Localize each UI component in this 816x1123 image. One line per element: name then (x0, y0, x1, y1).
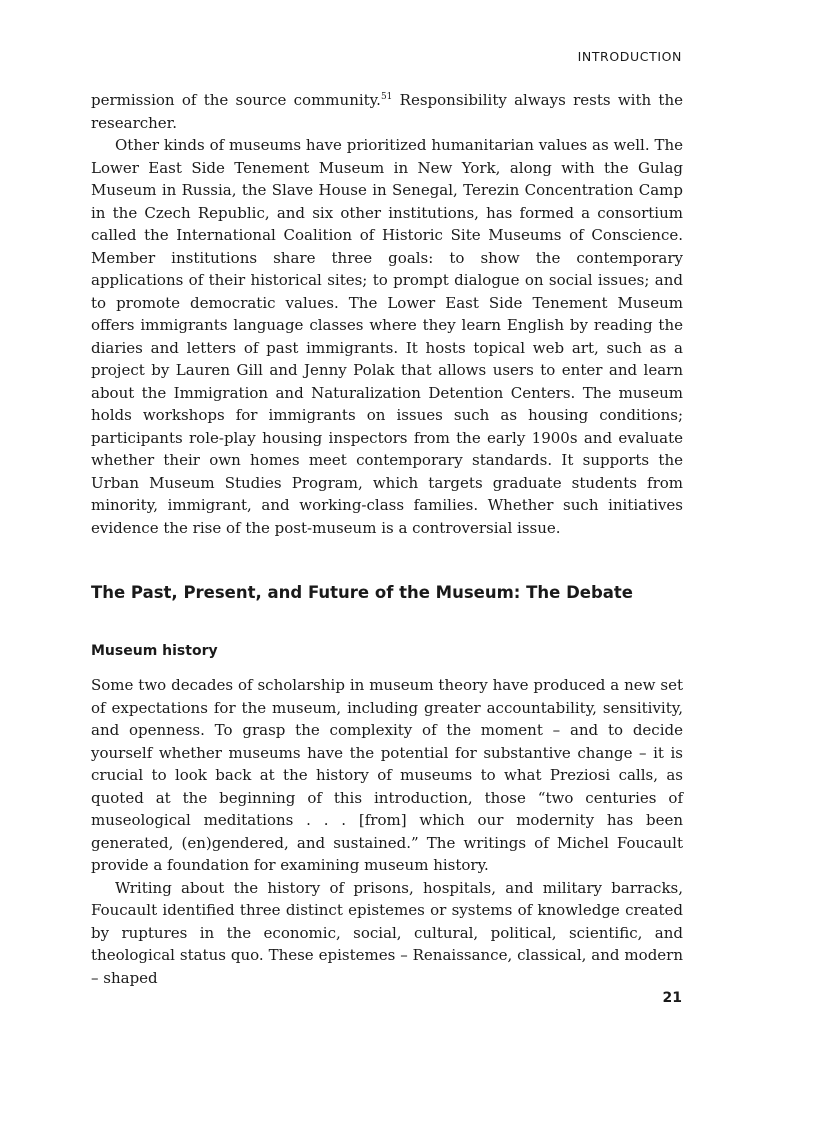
paragraph: Some two decades of scholarship in museum theory have produced a new set of expectations for the museum, including greater accountability, sensitivity, and openness. To grasp the complexity of the moment – and to decide yourself whether museums have the potential for substantive change – it is crucial to look back at the history of museums to what Preziosi calls, as quoted at the beginning of this introduction, those “two centuries of museological meditations . . . [from] which our modernity has been generated, (en)gendered, and sustained.” The writings of Michel Foucault provide a foundation for examining museum history. (91, 676, 683, 874)
paragraph: Other kinds of museums have prioritized humanitarian values as well. The Lower East Side Tenement Museum in New York, along with the Gulag Museum in Russia, the Slave House in Senegal, Terezin Concentration Camp in the Czech Republic, and six other institutions, has formed a consortium called the International Coalition of Historic Site Museums of Conscience. Member institutions share three goals: to show the contemporary applications of their historical sites; to prompt dialogue on social issues; and to promote democratic values. The Lower East Side Tenement Museum offers immigrants language classes where they learn English by reading the diaries and letters of past immigrants. It hosts topical web art, such as a project by Lauren Gill and Jenny Polak that allows users to enter and learn about the Immigration and Naturalization Detention Centers. The museum holds workshops for immigrants on issues such as housing conditions; participants role-play housing inspectors from the early 1900s and evaluate whether their own homes meet contemporary standards. It supports the Urban Museum Studies Program, which targets graduate students from minority, immigrant, and working-class families. Whether such initiatives evidence the rise of the post-museum is a controversial issue. (91, 136, 683, 537)
paragraph (91, 89, 683, 134)
body-text-block-top (91, 89, 683, 539)
section-heading: The Past, Present, and Future of the Museum: The Debate (91, 583, 633, 602)
footnote-reference[interactable]: 51 (380, 92, 393, 102)
subsection-heading: Museum history (91, 643, 218, 659)
paragraph-text: Responsibility always rests with the researcher. (91, 91, 683, 132)
paragraph-text: permission of the source community. (91, 91, 381, 109)
body-text-block-bottom (91, 674, 683, 989)
running-head: INTRODUCTION (577, 49, 682, 64)
paragraph: Writing about the history of prisons, hospitals, and military barracks, Foucault identified three distinct epistemes or systems of knowledge created by ruptures in the economic, social, cultural, political, scientific, and theological status quo. These epistemes – Renaissance, classical, and modern – shaped (91, 878, 683, 987)
page-number: 21 (662, 990, 682, 1006)
